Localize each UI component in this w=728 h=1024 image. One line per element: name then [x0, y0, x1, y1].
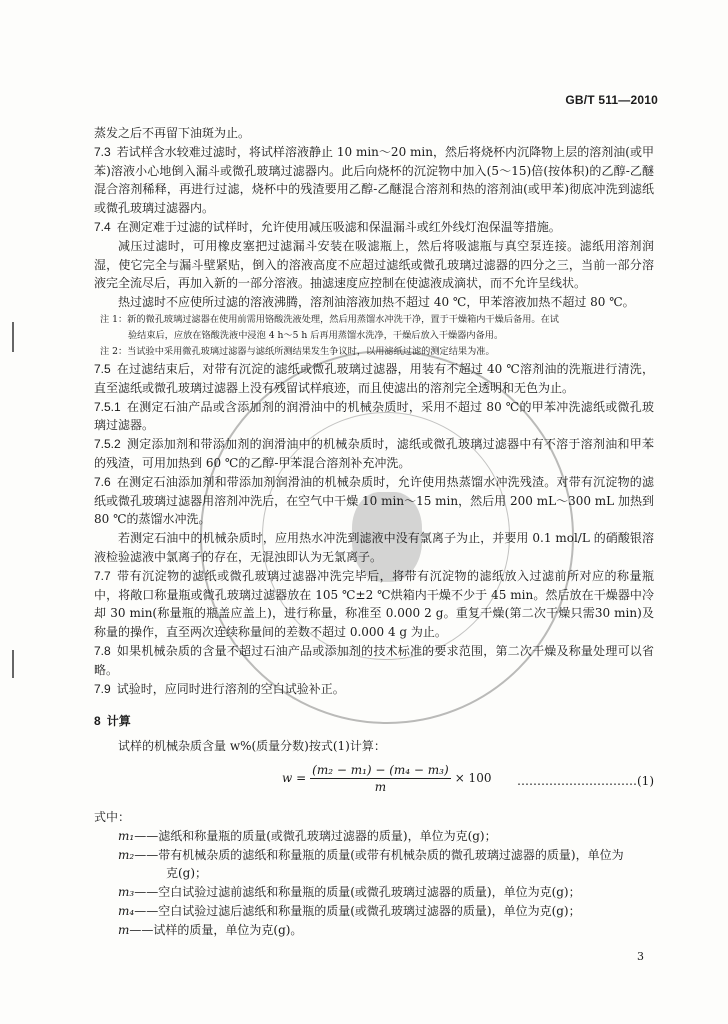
variable-definition: m₃——空白试验过滤前滤纸和称量瓶的质量(或微孔玻璃过滤器的质量)，单位为克(g)；: [118, 885, 581, 900]
clause-number: 7.3: [94, 144, 111, 159]
clause-7-9: 7.9 试验时，应同时进行溶剂的空白试验补正。: [94, 681, 345, 696]
clause-number: 7.4: [94, 219, 111, 234]
clause-number: 7.6: [94, 474, 111, 489]
formula-intro: 试样的机械杂质含量 w%(质量分数)按式(1)计算：: [118, 739, 386, 754]
clause-number: 7.5: [94, 361, 111, 376]
variable-definition: m₄——空白试验过滤后滤纸和称量瓶的质量(或微孔玻璃过滤器的质量)，单位为克(g)；: [118, 903, 581, 918]
paragraph: 若测定石油中的机械杂质时，应用热水冲洗到滤液中没有氯离子为止，并要用 0.1 mol/L 的硝酸银溶液检验滤液中氯离子的存在，无混浊即认为无氯离子。: [94, 531, 654, 564]
formula-tail: × 100: [454, 771, 492, 785]
clause-7-4: 7.4 在测定难于过滤的试样时，允许使用减压吸滤和保温漏斗或红外线灯泡保温等措施。: [94, 219, 561, 234]
paragraph: 减压过滤时，可用橡皮塞把过滤漏斗安装在吸滤瓶上，然后将吸滤瓶与真空泵连接。滤纸用溶剂润湿，使它完全与漏斗壁紧贴，倒入的溶液高度不应超过滤纸或微孔玻璃过滤器的四分之三，当前一部分溶液完全流尽后，再加入新的一部分溶液。抽滤速度应控制在使滤液成滴状，而不允许呈线状。: [94, 238, 654, 291]
variable-definition-continued: 克(g)；: [166, 866, 208, 881]
clause-7-8: 7.8 如果机械杂质的含量不超过石油产品或添加剂的技术标准的要求范围，第二次干燥及称量处理可以省略。: [94, 643, 654, 677]
clause-number: 7.7: [94, 568, 111, 583]
formula-1: [94, 758, 654, 802]
clause-7-7: 7.7 带有沉淀物的滤纸或微孔玻璃过滤器冲洗完毕后，将带有沉淀物的滤纸放入过滤前所对应的称量瓶中，将敞口称量瓶或微孔玻璃过滤器放在 105 ℃±2 ℃烘箱内干燥不少于 45 min。然后放在干燥器中冷却 30 min(称量瓶的瓶盖应盖上)，进行称量，称准至 0.000 2 g。重复干燥(第二次干燥只需30 min)及称量的操作，直至两次连续称量间的差数不超过 0.000 4 g 为止。: [94, 568, 654, 640]
clause-7-3: 7.3 若试样含水较难过滤时，将试样溶液静止 10 min～20 min，然后将烧杯内沉降物上层的溶剂油(或甲苯)溶液小心地倒入漏斗或微孔玻璃过滤器内。此后向烧杯的沉淀物中加入(5～15)倍(按体积)的乙醇-乙醚混合溶剂稀释，再进行过滤，烧杯中的残渣要用乙醇-乙醚混合溶剂和热的溶剂油(或甲苯)彻底冲洗到滤纸或微孔玻璃过滤器内。: [94, 144, 654, 216]
equation-number: …………………………(1): [517, 773, 654, 788]
clause-7-5: 7.5 在过滤结束后，对带有沉淀的滤纸或微孔玻璃过滤器，用装有不超过 40 ℃溶剂油的洗瓶进行清洗，直至滤纸或微孔玻璃过滤器上没有残留试样痕迹，而且使滤出的溶剂完全透明和无色为止。: [94, 361, 654, 395]
clause-7-6: 7.6 在测定石油添加剂和带添加剂润滑油的机械杂质时，允许使用热蒸馏水冲洗残渣。对带有沉淀物的滤纸或微孔玻璃过滤器用溶剂冲洗后，在空气中干燥 10 min～15 min，然后用 200 mL～300 mL 加热到 80 ℃的蒸馏水冲洗。: [94, 474, 654, 527]
note-1-continued: 验结束后，应放在铬酸洗液中浸泡 4 h～5 h 后再用蒸馏水洗净，干燥后放入干燥器内备用。: [128, 329, 504, 341]
paragraph: 蒸发之后不再留下油斑为止。: [94, 126, 251, 140]
page-number: 3: [637, 950, 644, 963]
variable-definition: m——试样的质量，单位为克(g)。: [118, 922, 303, 937]
where-label: 式中：: [94, 809, 131, 824]
document-body: [94, 124, 654, 939]
note-2: 注 2：当试验中采用微孔玻璃过滤器与滤纸所测结果发生争议时，以用滤纸过滤的测定结果为准。: [100, 345, 495, 357]
formula-numerator: (m₂ − m₁) − (m₄ − m₃): [312, 762, 449, 777]
clause-number: 7.5.1: [94, 399, 121, 414]
section-heading-8: 8 计算: [94, 714, 131, 729]
clause-number: 7.8: [94, 643, 111, 658]
clause-7-5-2: 7.5.2 测定添加剂和带添加剂的润滑油中的机械杂质时，滤纸或微孔玻璃过滤器中有不溶于溶剂油和甲苯的残渣，可用加热到 60 ℃的乙醇-甲苯混合溶剂补充冲洗。: [94, 437, 654, 470]
variable-definition: m₂——带有机械杂质的滤纸和称量瓶的质量(或带有机械杂质的微孔玻璃过滤器的质量)，单位为: [118, 847, 624, 862]
variable-definition: m₁——滤纸和称量瓶的质量(或微孔玻璃过滤器的质量)，单位为克(g)；: [118, 828, 497, 843]
standard-number: GB/T 511—2010: [565, 93, 658, 107]
note-1: 注 1：新的微孔玻璃过滤器在使用前需用铬酸洗液处理，然后用蒸馏水冲洗干净，置于干燥箱内干燥后备用。在试: [100, 313, 559, 325]
clause-7-5-1: 7.5.1 在测定石油产品或含添加剂的润滑油中的机械杂质时，采用不超过 80 ℃的甲苯冲洗滤纸或微孔玻璃过滤器。: [94, 399, 654, 433]
scan-margin-mark: [12, 650, 14, 678]
clause-number: 7.5.2: [94, 437, 121, 452]
clause-number: 7.9: [94, 681, 111, 696]
paragraph: 热过滤时不应使所过滤的溶液沸腾，溶剂油溶液加热不超过 40 ℃，甲苯溶液加热不超过 80 ℃。: [118, 295, 635, 310]
formula-denominator: m: [374, 779, 387, 794]
formula-lhs: w =: [282, 771, 307, 785]
scan-margin-mark: [12, 322, 14, 352]
